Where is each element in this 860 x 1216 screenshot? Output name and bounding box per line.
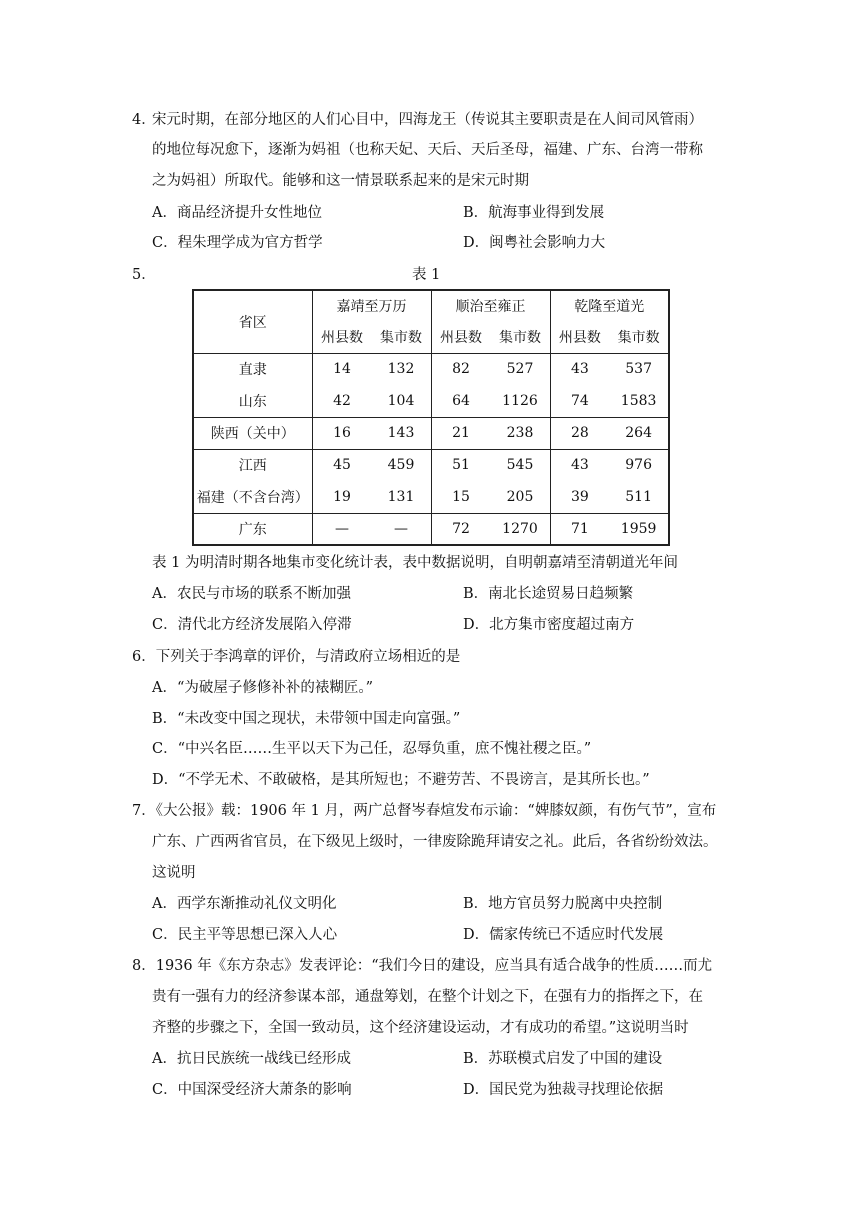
period-values (550, 417, 669, 449)
q5-option-b: B．南北长途贸易日趋频繁 (463, 586, 634, 602)
table-row (193, 449, 669, 513)
province-name: 山东 (238, 393, 267, 410)
period-values (550, 449, 669, 513)
q6-option-a: A．“为破屋子修修补补的裱糊匠。” (152, 680, 374, 696)
q7-option-b: B．地方官员努力脱离中央控制 (463, 896, 663, 912)
header-province (193, 290, 312, 353)
value: 15 (452, 488, 470, 505)
value: 104 (387, 392, 415, 409)
value: 131 (387, 488, 415, 505)
value: 459 (387, 457, 415, 474)
q4-stem-line-3: 之为妈祖）所取代。能够和这一情景联系起来的是宋元时期 (152, 173, 529, 189)
period-values (431, 513, 550, 545)
market-statistics-table (192, 289, 670, 546)
q7-stem-line-1: 7．《大公报》载：1906 年 1 月，两广总督岑春煊发布示谕：“婢膝奴颜，有伤气节”，宣布 (132, 803, 717, 819)
value: 527 (506, 361, 534, 378)
q4-number: 4． (132, 112, 156, 128)
period-values (312, 449, 431, 513)
province-cell (193, 449, 312, 513)
header-period-1 (312, 290, 431, 353)
table-header-row (193, 290, 669, 353)
period-label: 嘉靖至万历 (336, 299, 407, 316)
province-name: 江西 (238, 458, 267, 475)
q4-option-c: C．程朱理学成为官方哲学 (152, 235, 323, 251)
period-values (431, 449, 550, 513)
q4-stem-line-2: 的地位每况愈下，逐渐为妈祖（也称天妃、天后、天后圣母，福建、广东、台湾一带称 (152, 142, 703, 158)
sub-market: 集市数 (617, 330, 660, 347)
q4-stem-line-1: 宋元时期，在部分地区的人们心目中，四海龙王（传说其主要职责是在人间司风管雨） (152, 112, 703, 128)
sub-market: 集市数 (499, 330, 541, 347)
value: 43 (570, 361, 589, 378)
value: 143 (387, 425, 415, 441)
value: 28 (570, 425, 589, 441)
q7-option-d: D．儒家传统已不适应时代发展 (463, 927, 664, 943)
value: — (394, 520, 408, 537)
sub-county: 州县数 (440, 330, 482, 347)
value: 72 (452, 520, 470, 537)
q7-stem-line-2: 广东、广西两省官员，在下级见上级时，一律废除跪拜请安之礼。此后，各省纷纷效法。 (152, 834, 718, 850)
period-values (312, 353, 431, 417)
q4-option-b: B．航海事业得到发展 (463, 205, 605, 221)
period-values (431, 417, 550, 449)
q6-option-d: D．“不学无术、不敢破格，是其所短也；不避劳苦、不畏谤言，是其所长也。” (152, 772, 650, 788)
q8-option-a: A．抗日民族统一战线已经形成 (152, 1051, 351, 1067)
province-name: 广东 (238, 521, 267, 538)
q8-stem-line-2: 贵有一强有力的经济参谋本部，通盘筹划，在整个计划之下，在强有力的指挥之下，在 (152, 989, 703, 1005)
value: 64 (452, 392, 470, 409)
value: 71 (570, 520, 589, 537)
value: 16 (333, 425, 351, 441)
table-title: 表 1 (412, 267, 441, 283)
q6-option-c: C．“中兴名臣……生平以天下为己任，忍辱负重，庶不愧社稷之臣。” (152, 741, 592, 757)
value: 82 (452, 361, 470, 378)
period-values (550, 513, 669, 545)
q8-stem-line-3: 齐整的步骤之下，全国一致动员，这个经济建设运动，才有成功的希望。”这说明当时 (152, 1020, 689, 1036)
q4-option-a: A．商品经济提升女性地位 (152, 205, 322, 221)
value: 264 (625, 425, 652, 441)
period-values (312, 513, 431, 545)
q5-option-c: C．清代北方经济发展陷入停滞 (152, 617, 352, 633)
q8-option-d: D．国民党为独裁寻找理论依据 (463, 1082, 664, 1098)
province-name: 直隶 (238, 362, 267, 379)
q5-number: 5． (132, 267, 156, 283)
header-period-3 (550, 290, 669, 353)
value: 1270 (502, 520, 538, 537)
period-label: 顺治至雍正 (455, 299, 526, 316)
table-row (193, 513, 669, 545)
header-period-2 (431, 290, 550, 353)
province-name: 福建（不含台湾） (196, 489, 309, 506)
q6-option-b: B．“未改变中国之现状，未带领中国走向富强。” (152, 711, 461, 727)
province-cell (193, 513, 312, 545)
value: 976 (625, 457, 652, 474)
sub-county: 州县数 (321, 330, 363, 347)
period-values (312, 417, 431, 449)
q7-option-c: C．民主平等思想已深入人心 (152, 927, 338, 943)
value: 1126 (502, 392, 538, 409)
q8-option-c: C．中国深受经济大萧条的影响 (152, 1082, 352, 1098)
header-province-label: 省区 (238, 314, 267, 331)
value: 14 (333, 361, 351, 378)
value: 511 (625, 488, 652, 505)
value: 132 (387, 361, 415, 378)
q5-stem: 表 1 为明清时期各地集市变化统计表，表中数据说明，自明朝嘉靖至清朝道光年间 (152, 555, 678, 571)
period-values (550, 353, 669, 417)
province-cell (193, 353, 312, 417)
q8-stem-line-1: 8．1936 年《东方杂志》发表评论：“我们今日的建设，应当具有适合战争的性质……而尤 (132, 958, 713, 974)
value: 1959 (620, 520, 657, 537)
period-label: 乾隆至道光 (574, 299, 645, 316)
q6-stem: 6．下列关于李鸿章的评价，与清政府立场相近的是 (132, 649, 461, 665)
q4-option-d: D．闽粤社会影响力大 (463, 235, 606, 251)
value: 19 (333, 488, 351, 505)
value: 537 (625, 361, 652, 378)
table-row (193, 353, 669, 417)
value: 39 (570, 488, 589, 505)
province-name: 陕西（关中） (210, 426, 295, 442)
sub-county: 州县数 (558, 330, 601, 347)
province-cell (193, 417, 312, 449)
value: 45 (333, 457, 351, 474)
q7-option-a: A．西学东渐推动礼仪文明化 (152, 896, 337, 912)
q7-stem-line-3: 这说明 (152, 865, 196, 881)
value: 205 (506, 488, 534, 505)
value: 238 (506, 425, 534, 441)
q5-option-d: D．北方集市密度超过南方 (463, 617, 635, 633)
q5-option-a: A．农民与市场的联系不断加强 (152, 586, 351, 602)
value: 42 (333, 392, 351, 409)
value: 43 (570, 457, 589, 474)
value: — (335, 520, 349, 537)
q8-option-b: B．苏联模式启发了中国的建设 (463, 1051, 663, 1067)
value: 545 (506, 457, 534, 474)
sub-market: 集市数 (380, 330, 422, 347)
value: 51 (452, 457, 470, 474)
value: 1583 (620, 392, 657, 409)
period-values (431, 353, 550, 417)
value: 74 (570, 392, 589, 409)
value: 21 (452, 425, 470, 441)
table-row (193, 417, 669, 449)
